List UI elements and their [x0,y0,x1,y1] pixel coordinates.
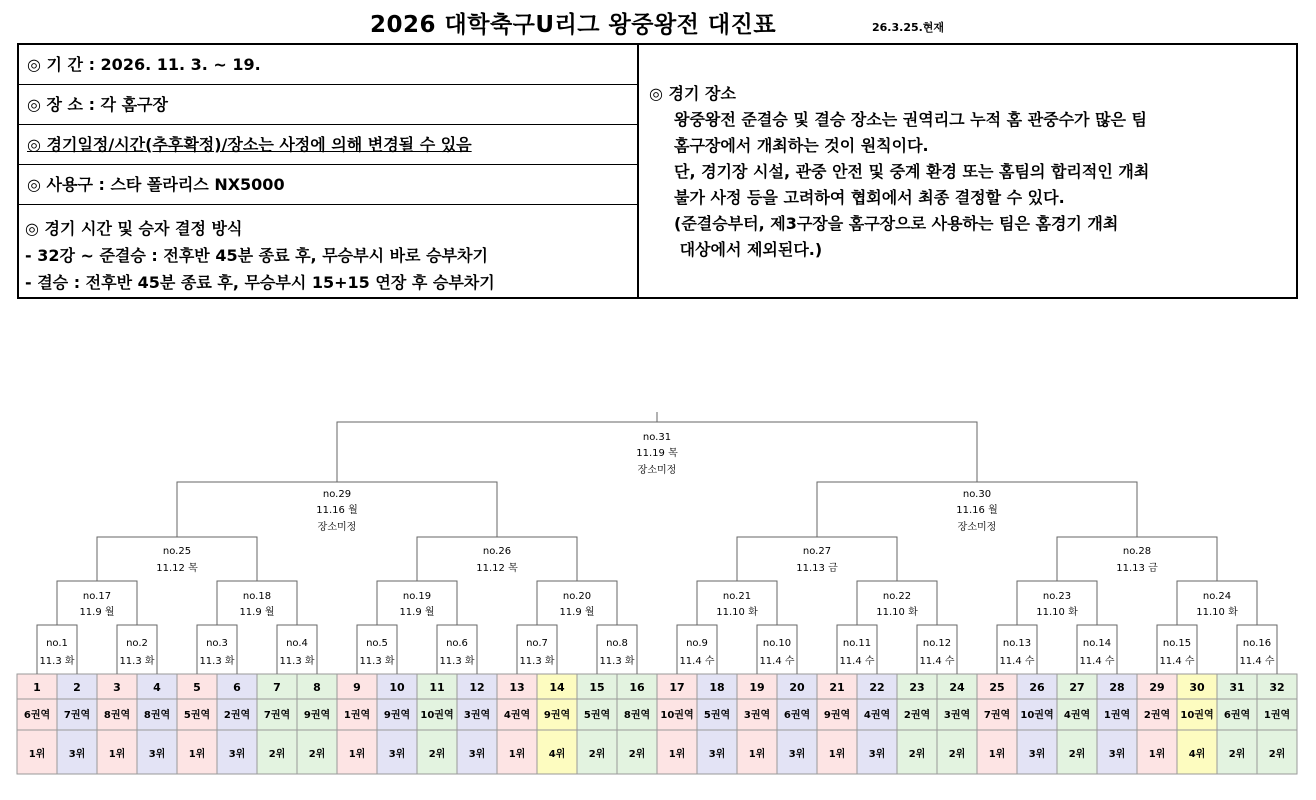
info-schedule-notice: ◎ 경기일정/시간(추후확정)/장소는 사정에 의해 변경될 수 있음 [19,125,637,165]
team-region: 5권역 [183,710,211,721]
bracket-line [737,537,897,581]
team-region: 9권역 [823,710,851,721]
team-rank: 2위 [308,749,326,760]
team-number: 3 [113,681,121,694]
match-number: no.12 [922,638,952,649]
match-number: no.14 [1082,638,1112,649]
team-region: 10권역 [1180,710,1214,721]
bracket-line [857,581,937,625]
match-number: no.27 [802,546,832,557]
bracket-line [97,537,257,581]
match-number: no.28 [1122,546,1152,557]
match-date: 11.4 수 [999,656,1035,667]
team-rank: 3위 [68,749,86,760]
team-region: 3권역 [943,710,971,721]
team-rank: 2위 [1228,749,1246,760]
match-date: 11.9 월 [559,607,595,618]
team-rank: 3위 [148,749,166,760]
team-region: 3권역 [743,710,771,721]
match-number: no.8 [606,638,628,649]
match-number: no.9 [686,638,708,649]
bracket-line [377,581,457,625]
match-date: 11.3 화 [39,656,75,667]
team-number: 20 [789,681,805,694]
bracket-line [217,581,297,625]
team-number: 14 [549,681,565,694]
match-date: 11.10 화 [876,607,918,618]
match-number: no.26 [482,546,512,557]
team-rank: 3위 [468,749,486,760]
team-number: 26 [1029,681,1045,694]
rules-heading: ◎ 경기 시간 및 승자 결정 방식 [25,219,243,238]
bracket-line [1057,537,1217,581]
venue-line: 왕중왕전 준결승 및 결승 장소는 권역리그 누적 홈 관중수가 많은 팀 [674,110,1148,129]
team-region: 8권역 [143,710,171,721]
team-number: 19 [749,681,765,694]
venue-heading: ◎ 경기 장소 [649,84,736,103]
team-rank: 1위 [1148,749,1166,760]
team-rank: 1위 [828,749,846,760]
match-number: no.29 [322,489,352,500]
match-date: 11.3 화 [599,656,635,667]
info-period: ◎ 기 간 : 2026. 11. 3. ~ 19. [19,45,637,85]
match-number: no.22 [882,591,912,602]
team-number: 16 [629,681,645,694]
team-number: 11 [429,681,445,694]
match-number: no.21 [722,591,752,602]
info-ball: ◎ 사용구 : 스타 폴라리스 NX5000 [19,165,637,205]
bracket-line [537,581,617,625]
match-number: no.23 [1042,591,1072,602]
match-date: 11.3 화 [439,656,475,667]
match-date: 11.4 수 [1079,656,1115,667]
team-number: 32 [1269,681,1285,694]
team-region: 2권역 [1143,710,1171,721]
bracket-line [57,581,137,625]
team-rank: 3위 [708,749,726,760]
team-rank: 2위 [1068,749,1086,760]
match-venue: 장소미정 [637,465,677,476]
team-rank: 1위 [668,749,686,760]
team-region: 9권역 [303,710,331,721]
match-date: 11.4 수 [1159,656,1195,667]
team-number: 24 [949,681,965,694]
match-date: 11.9 월 [239,607,275,618]
team-number: 7 [273,681,281,694]
team-rank: 3위 [388,749,406,760]
team-number: 9 [353,681,361,694]
rules-final: - 결승 : 전후반 45분 종료 후, 무승부시 15+15 연장 후 승부차기 [25,273,495,292]
team-region: 8권역 [103,710,131,721]
match-date: 11.19 목 [636,448,678,459]
match-number: no.30 [962,489,992,500]
team-region: 7권역 [983,710,1011,721]
team-number: 31 [1229,681,1245,694]
team-region: 1권역 [1263,710,1291,721]
team-rank: 2위 [628,749,646,760]
match-date: 11.3 화 [359,656,395,667]
match-number: no.11 [842,638,872,649]
team-rank: 3위 [1028,749,1046,760]
team-rank: 4위 [1188,749,1206,760]
team-region: 1권역 [343,710,371,721]
bracket-line [697,581,777,625]
page-title: 2026 대학축구U리그 왕중왕전 대진표 [370,12,777,38]
match-number: no.10 [762,638,792,649]
match-number: no.6 [446,638,468,649]
team-number: 10 [389,681,405,694]
match-date: 11.12 목 [156,563,198,574]
venue-line: 홈구장에서 개최하는 것이 원칙이다. [674,136,929,155]
team-number: 8 [313,681,321,694]
match-number: no.7 [526,638,548,649]
team-region: 10권역 [1020,710,1054,721]
team-region: 10권역 [420,710,454,721]
team-rank: 2위 [268,749,286,760]
team-rank: 2위 [588,749,606,760]
match-number: no.16 [1242,638,1272,649]
team-region: 5권역 [583,710,611,721]
team-number: 25 [989,681,1005,694]
team-number: 21 [829,681,845,694]
match-date: 11.16 월 [956,505,998,516]
team-rank: 1위 [28,749,46,760]
team-region: 6권역 [783,710,811,721]
team-rank: 1위 [988,749,1006,760]
match-date: 11.16 월 [316,505,358,516]
team-rank: 1위 [188,749,206,760]
match-number: no.19 [402,591,432,602]
team-number: 23 [909,681,925,694]
team-number: 29 [1149,681,1165,694]
match-venue: 장소미정 [957,522,997,533]
team-rank: 3위 [788,749,806,760]
match-number: no.13 [1002,638,1032,649]
match-date: 11.4 수 [679,656,715,667]
match-date: 11.10 화 [1196,607,1238,618]
team-region: 4권역 [1063,710,1091,721]
match-date: 11.10 화 [1036,607,1078,618]
info-venue: ◎ 장 소 : 각 홈구장 [19,85,637,125]
team-rank: 2위 [908,749,926,760]
team-rank: 2위 [428,749,446,760]
team-number: 18 [709,681,725,694]
team-rank: 3위 [1108,749,1126,760]
venue-line: 단, 경기장 시설, 관중 안전 및 중계 환경 또는 홈팀의 합리적인 개최 [674,162,1150,181]
match-date: 11.13 금 [796,563,838,574]
rules-semifinal: - 32강 ~ 준결승 : 전후반 45분 종료 후, 무승부시 바로 승부차기 [25,246,488,265]
team-region: 9권역 [383,710,411,721]
match-date: 11.4 수 [839,656,875,667]
bracket-line [1177,581,1257,625]
match-number: no.17 [82,591,112,602]
team-rank: 4위 [548,749,566,760]
team-number: 17 [669,681,685,694]
team-region: 3권역 [463,710,491,721]
bracket-line [1017,581,1097,625]
match-date: 11.3 화 [119,656,155,667]
match-date: 11.3 화 [279,656,315,667]
match-number: no.15 [1162,638,1192,649]
team-number: 28 [1109,681,1125,694]
team-number: 6 [233,681,241,694]
team-rank: 1위 [108,749,126,760]
venue-line: 불가 사정 등을 고려하여 협회에서 최종 결정할 수 있다. [674,188,1065,207]
match-number: no.31 [642,432,672,443]
match-number: no.18 [242,591,272,602]
team-region: 1권역 [1103,710,1131,721]
team-number: 27 [1069,681,1085,694]
team-region: 2권역 [903,710,931,721]
match-number: no.3 [206,638,228,649]
team-rank: 3위 [868,749,886,760]
team-number: 22 [869,681,885,694]
match-date: 11.3 화 [519,656,555,667]
team-rank: 1위 [348,749,366,760]
team-region: 8권역 [623,710,651,721]
team-rank: 2위 [948,749,966,760]
match-number: no.1 [46,638,68,649]
team-region: 6권역 [23,710,51,721]
match-date: 11.3 화 [199,656,235,667]
match-number: no.20 [562,591,592,602]
match-number: no.25 [162,546,192,557]
match-date: 11.12 목 [476,563,518,574]
match-venue: 장소미정 [317,522,357,533]
team-number: 15 [589,681,605,694]
match-number: no.4 [286,638,308,649]
team-rank: 1위 [748,749,766,760]
team-number: 13 [509,681,525,694]
team-region: 7권역 [63,710,91,721]
team-number: 2 [73,681,81,694]
team-number: 4 [153,681,161,694]
match-number: no.24 [1202,591,1232,602]
team-rank: 3위 [228,749,246,760]
team-number: 12 [469,681,485,694]
match-date: 11.4 수 [1239,656,1275,667]
team-number: 1 [33,681,41,694]
team-rank: 2위 [1268,749,1286,760]
bracket-line [417,537,577,581]
team-region: 4권역 [863,710,891,721]
venue-line: (준결승부터, 제3구장을 홈구장으로 사용하는 팀은 홈경기 개최 [674,214,1119,233]
team-region: 6권역 [1223,710,1251,721]
as-of-date: 26.3.25.현재 [872,21,945,34]
match-number: no.2 [126,638,148,649]
match-date: 11.13 금 [1116,563,1158,574]
team-number: 5 [193,681,201,694]
match-date: 11.9 월 [79,607,115,618]
team-region: 7권역 [263,710,291,721]
team-rank: 1위 [508,749,526,760]
team-number: 30 [1189,681,1205,694]
match-date: 11.4 수 [759,656,795,667]
team-region: 4권역 [503,710,531,721]
team-region: 9권역 [543,710,571,721]
match-number: no.5 [366,638,388,649]
match-date: 11.9 월 [399,607,435,618]
team-region: 2권역 [223,710,251,721]
team-region: 10권역 [660,710,694,721]
match-date: 11.4 수 [919,656,955,667]
team-region: 5권역 [703,710,731,721]
match-date: 11.10 화 [716,607,758,618]
venue-line: 대상에서 제외된다.) [674,240,823,259]
